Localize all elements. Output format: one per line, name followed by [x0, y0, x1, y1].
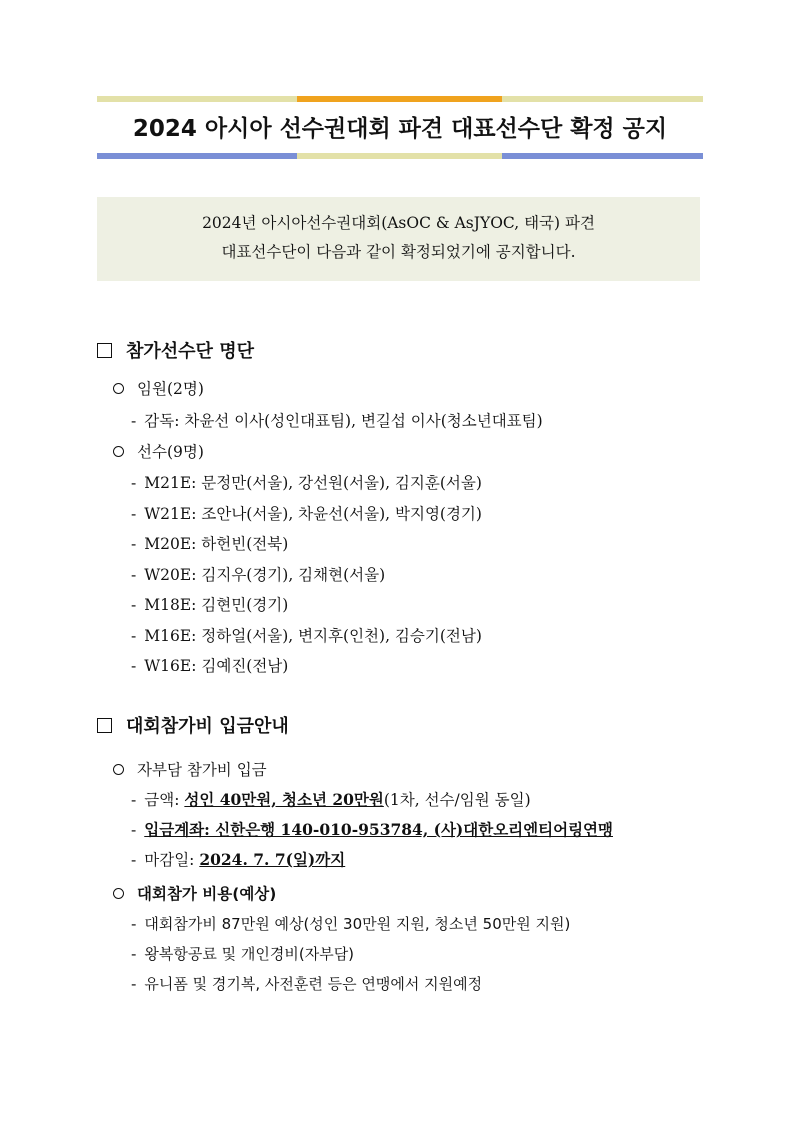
- checkbox-icon: [97, 343, 112, 358]
- page-title: 2024 아시아 선수권대회 파견 대표선수단 확정 공지: [132, 116, 668, 142]
- section-heading-label: 대회참가비 입금안내: [126, 716, 289, 737]
- intro-line-2: 대표선수단이 다음과 같이 확정되었기에 공지합니다.: [221, 243, 576, 261]
- subheading-costs: 대회참가 비용(예상): [113, 882, 276, 904]
- section-heading-label: 참가선수단 명단: [126, 341, 254, 362]
- list-item: - 유니폼 및 경기복, 사전훈련 등은 연맹에서 지원예정: [131, 975, 483, 993]
- list-item: - 대회참가비 87만원 예상(성인 30만원 지원, 청소년 50만원 지원): [131, 915, 571, 933]
- list-item: - W21E: 조안나(서울), 차윤선(서울), 박지영(경기): [131, 505, 482, 523]
- intro-box: [97, 197, 700, 281]
- title-top-rule: [97, 96, 703, 102]
- list-item: - 감독: 차윤선 이사(성인대표팀), 변길섭 이사(청소년대표팀): [131, 412, 543, 430]
- list-item: - M18E: 김현민(경기): [131, 596, 289, 614]
- subheading-payment: 자부담 참가비 입금: [113, 758, 267, 780]
- section-heading-payment: [97, 712, 289, 738]
- payment-deadline: - 마감일: 2024. 7. 7(일)까지: [131, 850, 346, 869]
- payment-amount: - 금액: 성인 40만원, 청소년 20만원(1차, 선수/임원 동일): [131, 790, 531, 809]
- circle-bullet-icon: [113, 446, 124, 457]
- intro-line-1: 2024년 아시아선수권대회(AsOC & AsJYOC, 태국) 파견: [202, 214, 595, 232]
- list-item: - M16E: 정하얼(서울), 변지후(인천), 김승기(전남): [131, 627, 482, 645]
- list-item: - M20E: 하헌빈(전북): [131, 535, 289, 553]
- subheading-athletes: 선수(9명): [113, 440, 204, 462]
- section-heading-roster: [97, 337, 254, 363]
- circle-bullet-icon: [113, 888, 124, 899]
- subheading-officials: 임원(2명): [113, 377, 204, 399]
- list-item: - W16E: 김예진(전남): [131, 657, 289, 675]
- list-item: - 왕복항공료 및 개인경비(자부담): [131, 945, 355, 963]
- circle-bullet-icon: [113, 764, 124, 775]
- payment-account: - 입금계좌: 신한은행 140-010-953784, (사)대한오리엔티어링연맹: [131, 820, 613, 839]
- checkbox-icon: [97, 718, 112, 733]
- title-bottom-rule: [97, 153, 703, 159]
- circle-bullet-icon: [113, 383, 124, 394]
- list-item: - W20E: 김지우(경기), 김채현(서울): [131, 566, 386, 584]
- list-item: - M21E: 문정만(서울), 강선원(서울), 김지훈(서울): [131, 474, 482, 492]
